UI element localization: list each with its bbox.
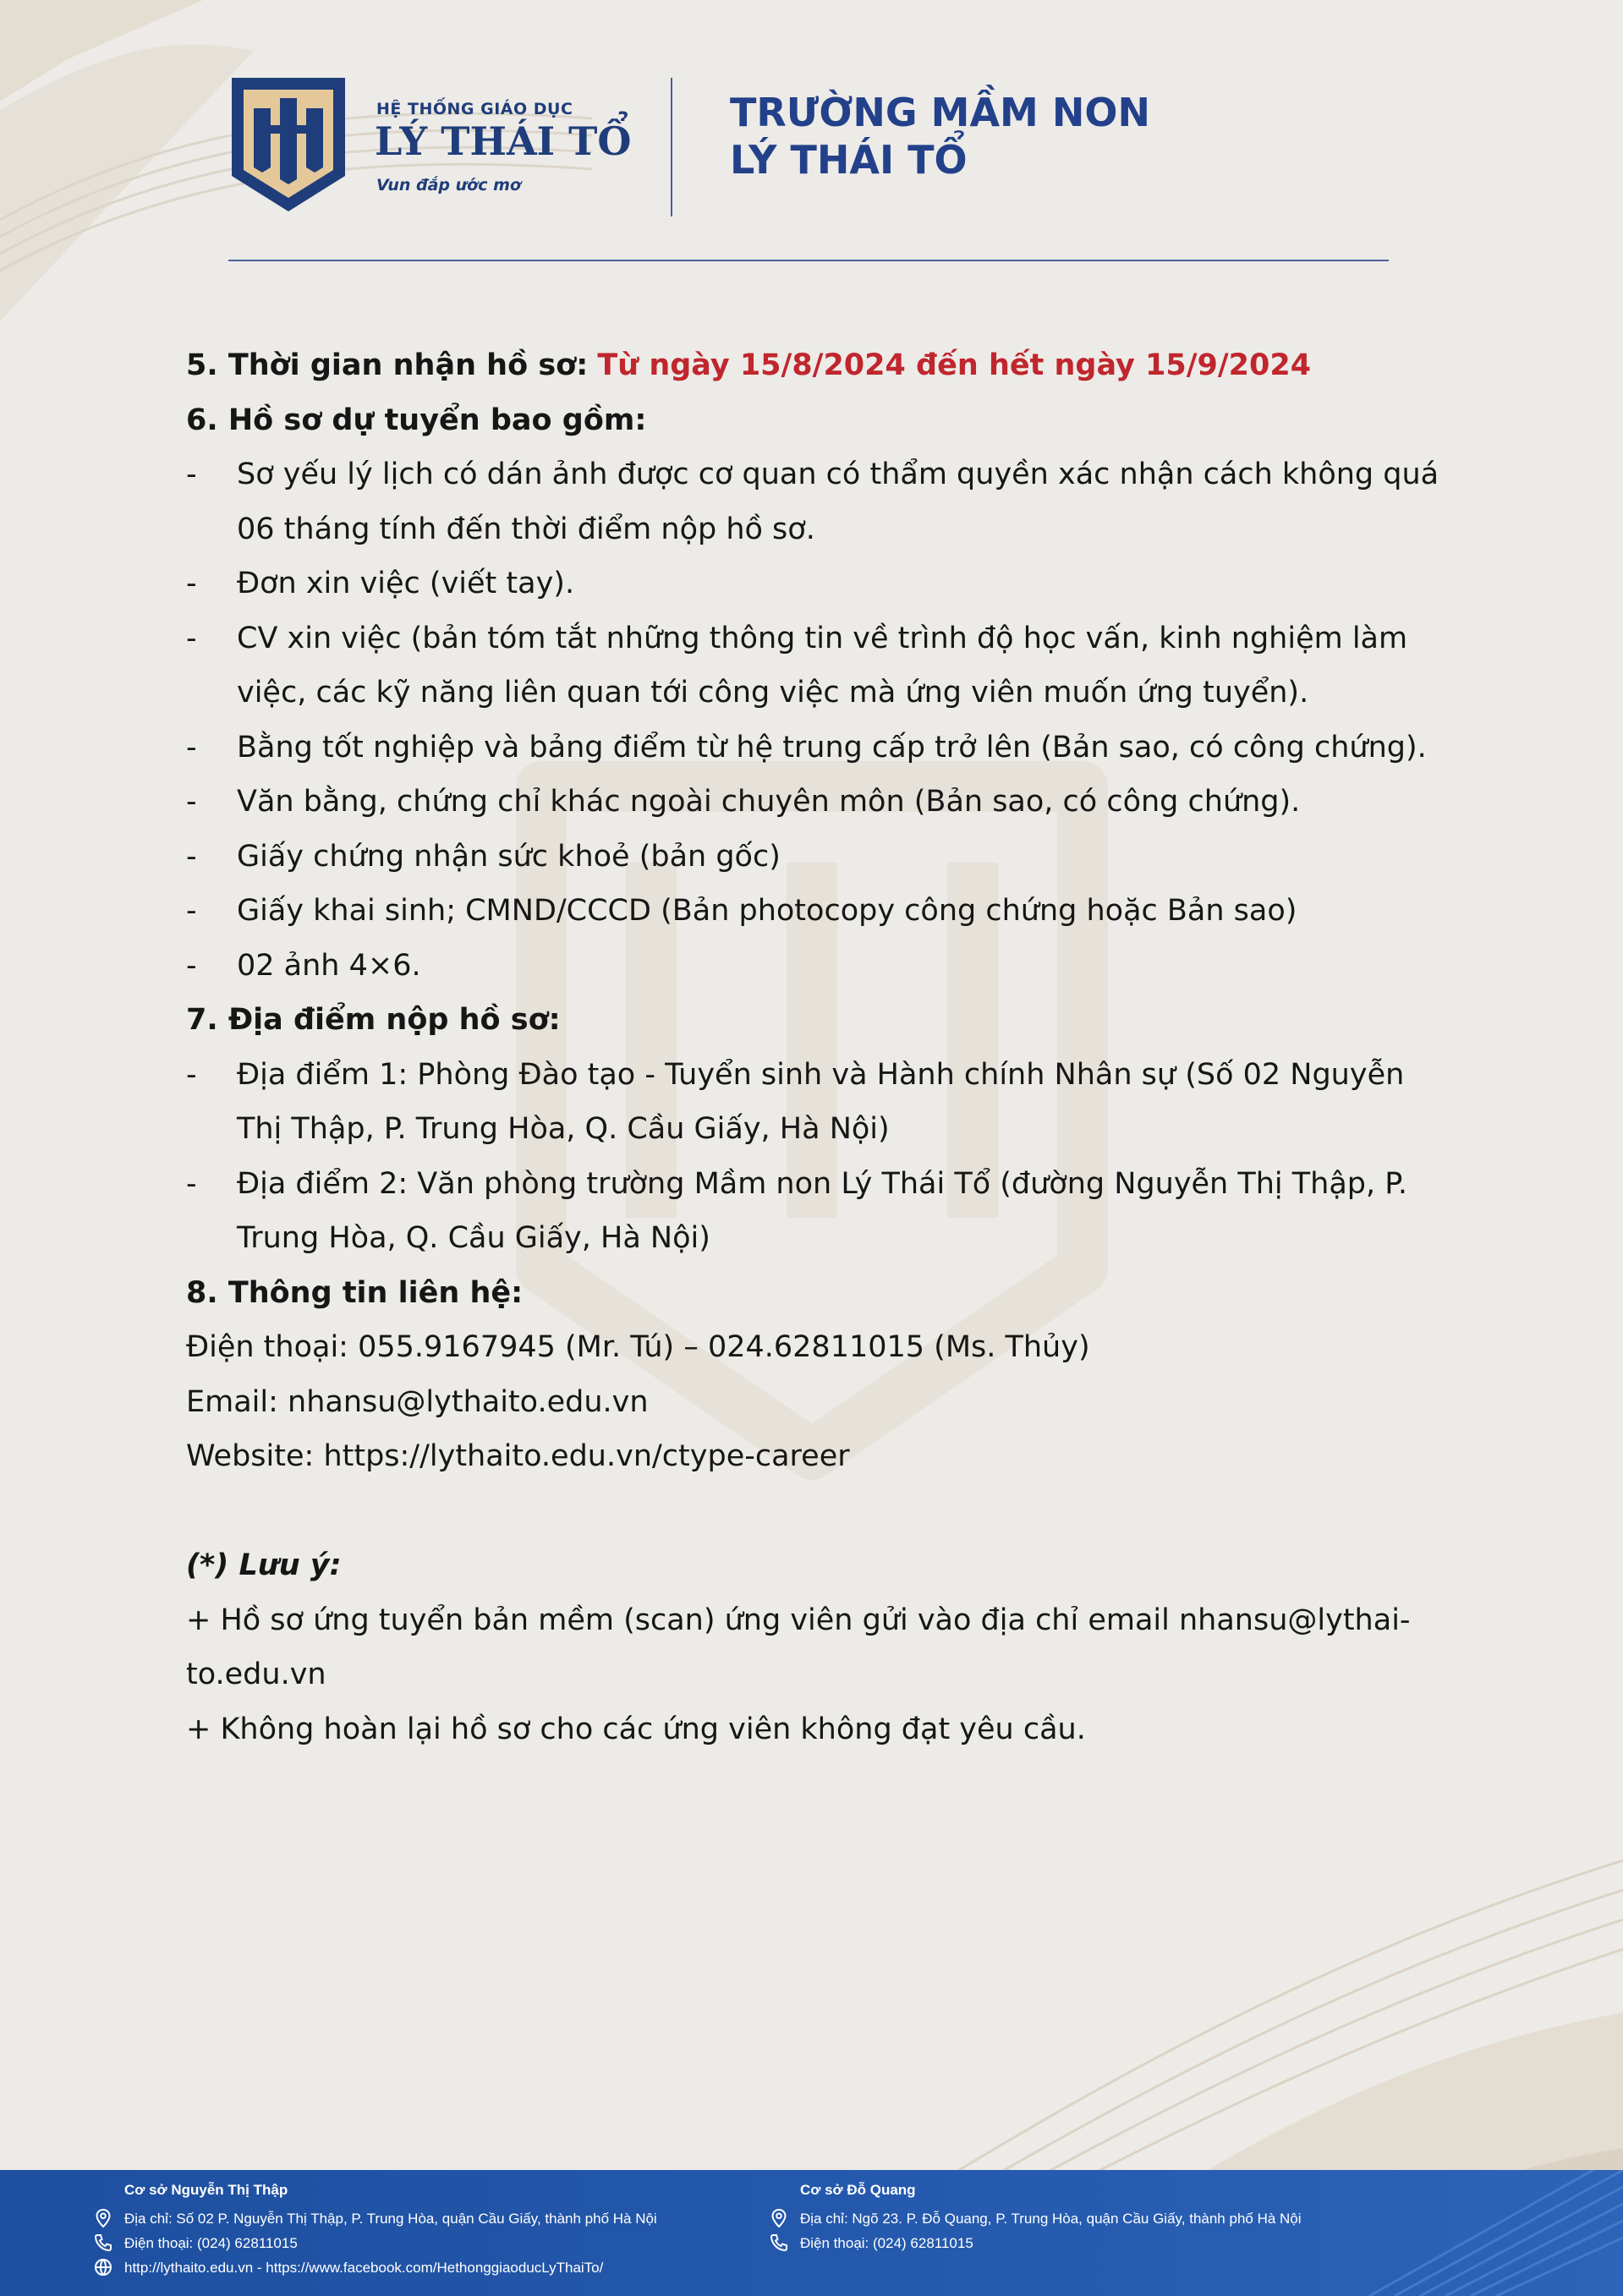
shield-logo-icon [228,74,348,215]
list-item: - Văn bằng, chứng chỉ khác ngoài chuyên môn (Bản sao, có công chứng). [186,785,1301,819]
list-item: - Sơ yếu lý lịch có dán ảnh được cơ quan có thẩm quyền xác nhận cách không quá [186,458,1439,491]
document-body [186,338,1455,1756]
campus-2-title: Cơ sở Đỗ Quang [800,2182,916,2198]
campus-1-address: Địa chỉ: Số 02 P. Nguyễn Thị Thập, P. Trung Hòa, quận Cầu Giấy, thành phố Hà Nội [124,2211,657,2227]
list-item: - Bằng tốt nghiệp và bảng điểm từ hệ trung cấp trở lên (Bản sao, có công chứng). [186,730,1427,764]
phone-icon [93,2233,113,2253]
school-name-line-1: TRƯỜNG MẦM NON [730,90,1150,135]
list-item: - 02 ảnh 4×6. [186,948,421,983]
list-item: - CV xin việc (bản tóm tắt những thông tin về trình độ học vấn, kinh nghiệm làm [186,621,1408,655]
contact-phone: Điện thoại: 055.9167945 (Mr. Tú) – 024.62811015 (Ms. Thủy) [186,1330,1090,1364]
section-6-heading: 6. Hồ sơ dự tuyển bao gồm: [186,403,647,437]
footer-campus-1 [124,2182,767,2292]
list-item: - Giấy chứng nhận sức khoẻ (bản gốc) [186,839,781,874]
list-item: - Đơn xin việc (viết tay). [186,567,575,600]
section-5-line [186,338,1455,393]
header-divider [671,78,672,216]
campus-2-address: Địa chỉ: Ngõ 23. P. Đỗ Quang, P. Trung Hòa, quận Cầu Giấy, thành phố Hà Nội [800,2211,1302,2227]
section-8-heading: 8. Thông tin liên hệ: [186,1275,524,1310]
header-rule [228,260,1389,261]
school-name-line-2: LÝ THÁI TỔ [730,137,968,183]
logo-brand-name: LÝ THÁI TỔ [375,118,632,164]
list-item: - Giấy khai sinh; CMND/CCCD (Bản photocopy công chứng hoặc Bản sao) [186,894,1297,928]
list-item-continuation: việc, các kỹ năng liên quan tới công việc mà ứng viên muốn ứng tuyển). [237,676,1309,710]
footer-campus-2 [800,2182,1443,2266]
list-item: - Địa điểm 1: Phòng Đào tạo - Tuyển sinh và Hành chính Nhân sự (Số 02 Nguyễn [186,1057,1405,1092]
list-item-continuation: 06 tháng tính đến thời điểm nộp hồ sơ. [237,512,815,546]
phone-icon [769,2233,789,2253]
contact-email[interactable]: Email: nhansu@lythaito.edu.vn [186,1384,649,1419]
spacer [186,1484,1455,1539]
location-pin-icon [93,2208,113,2228]
note-line: + Không hoàn lại hồ sơ cho các ứng viên không đạt yêu cầu. [186,1712,1086,1746]
campus-1-web-links[interactable]: http://lythaito.edu.vn - https://www.facebook.com/HethonggiaoducLyThaiTo/ [124,2260,604,2276]
section-5-deadline: Từ ngày 15/8/2024 đến hết ngày 15/9/2024 [597,348,1312,382]
note-line: to.edu.vn [186,1658,326,1691]
note-line: + Hồ sơ ứng tuyển bản mềm (scan) ứng viên gửi vào địa chỉ email nhansu@lythai- [186,1603,1411,1637]
brand-logo [228,74,643,218]
campus-1-title: Cơ sở Nguyễn Thị Thập [124,2182,288,2198]
section-5-label: 5. Thời gian nhận hồ sơ: [186,348,589,382]
logo-tagline: Vun đắp ước mơ [376,176,521,195]
logo-system-label: HỆ THỐNG GIÁO DỤC [376,100,573,118]
note-title: (*) Lưu ý: [186,1548,342,1582]
campus-1-phone: Điện thoại: (024) 62811015 [124,2235,298,2251]
location-pin-icon [769,2208,789,2228]
contact-website[interactable]: Website: https://lythaito.edu.vn/ctype-career [186,1439,850,1473]
campus-2-phone: Điện thoại: (024) 62811015 [800,2235,973,2251]
list-item: - Địa điểm 2: Văn phòng trường Mầm non Lý Thái Tổ (đường Nguyễn Thị Thập, P. [186,1166,1408,1201]
list-item-continuation: Trung Hòa, Q. Cầu Giấy, Hà Nội) [237,1221,710,1255]
list-item-continuation: Thị Thập, P. Trung Hòa, Q. Cầu Giấy, Hà Nội) [237,1112,890,1146]
footer-bar [0,2170,1623,2296]
globe-icon [93,2257,113,2277]
section-7-heading: 7. Địa điểm nộp hồ sơ: [186,1003,561,1037]
